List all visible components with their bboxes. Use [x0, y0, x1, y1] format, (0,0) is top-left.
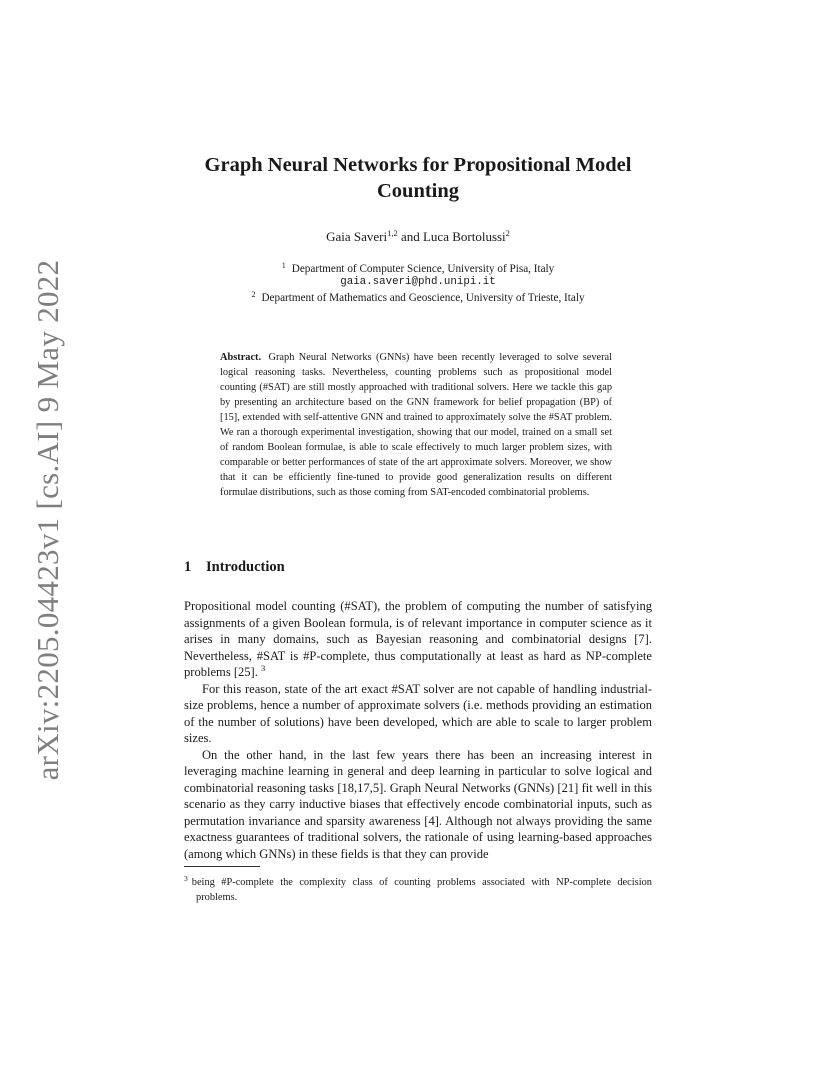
section-title: Introduction	[206, 559, 285, 575]
paragraph-text: Propositional model counting (#SAT), the problem of computing the number of satisfying assignments of a given Boolean formula, is of relevant importance in computer science as it arises in many domains, such as Bayesian reasoning and combinatorial designs [7]. Nevertheless, #SAT is #P-complete, thus computationally at least as hard as NP-complete problems [25].	[184, 599, 652, 679]
arxiv-id-text: arXiv:2205.04423v1 [cs.AI] 9 May 2022	[30, 259, 65, 781]
author-name: Luca Bortolussi	[422, 229, 506, 244]
affiliation-2	[184, 290, 652, 304]
affiliation-text: Department of Computer Science, University of Pisa, Italy	[291, 263, 555, 275]
author-line	[184, 228, 652, 245]
author-affiliation-mark: 1,2	[387, 228, 398, 238]
author-conjunction: and	[397, 229, 423, 244]
paragraph: On the other hand, in the last few years there has been an increasing interest in leveraging machine learning in general and deep learning in particular to solve logical and combinatorial reasoning tasks [18,17,5]. Graph Neural Networks (GNNs) [21] fit well in this scenario as they carry inductive biases that effectively encode combinatorial inputs, such as permutation invariance and sparsity awareness [4]. Although not always providing the same exactness guarantees of traditional solvers, the rationale of using learning-based approaches (among which GNNs) in these fields is that they can provide	[184, 747, 652, 861]
author-email: gaia.saveri@phd.unipi.it	[340, 276, 496, 288]
paragraph: For this reason, state of the art exact #SAT solver are not capable of handling industrial-size problems, hence a number of approximate solvers (i.e. methods providing an estimation of the number of solutions) have been developed, which are able to scale to larger problem sizes.	[184, 681, 652, 745]
footnote-text: being #P-complete the complexity class of counting problems associated with NP-complete decision problems.	[191, 877, 652, 903]
footnote-reference: 3	[261, 663, 266, 673]
affiliation-mark: 2	[251, 290, 256, 299]
abstract-text: Graph Neural Networks (GNNs) have been recently leveraged to solve several logical reasoning tasks. Nevertheless, counting problems such as propositional model counting (#SAT) are still mostly approached with traditional solvers. Here we tackle this gap by presenting an architecture based on the GNN framework for belief propagation (BP) of [15], extended with self-attentive GNN and trained to approximately solve the #SAT problem. We ran a thorough experimental investigation, showing that our model, trained on a small set of random Boolean formulae, is able to scale effectively to much larger problem sizes, with comparable or better performances of state of the art approximate solvers. Moreover, we show that it can be efficiently fine-tuned to provide good generalization results on different formulae distributions, such as those coming from SAT-encoded combinatorial problems.	[220, 352, 613, 498]
affiliation-mark: 1	[281, 261, 286, 270]
footnote-mark: 3	[184, 874, 188, 883]
author-affiliation-mark: 2	[505, 228, 510, 238]
section-number: 1	[184, 559, 192, 575]
affiliation-1	[184, 261, 652, 275]
body-text	[184, 598, 652, 862]
affiliation-text: Department of Mathematics and Geoscience, University of Trieste, Italy	[261, 292, 585, 304]
section-heading	[184, 559, 285, 576]
abstract-label: Abstract.	[220, 352, 262, 363]
paragraph	[184, 598, 652, 681]
footnote-divider	[184, 866, 260, 867]
paper-title: Graph Neural Networks for Propositional Model Counting	[204, 154, 632, 202]
footnote	[184, 871, 652, 905]
abstract	[220, 350, 612, 500]
author-name: Gaia Saveri	[326, 229, 388, 244]
